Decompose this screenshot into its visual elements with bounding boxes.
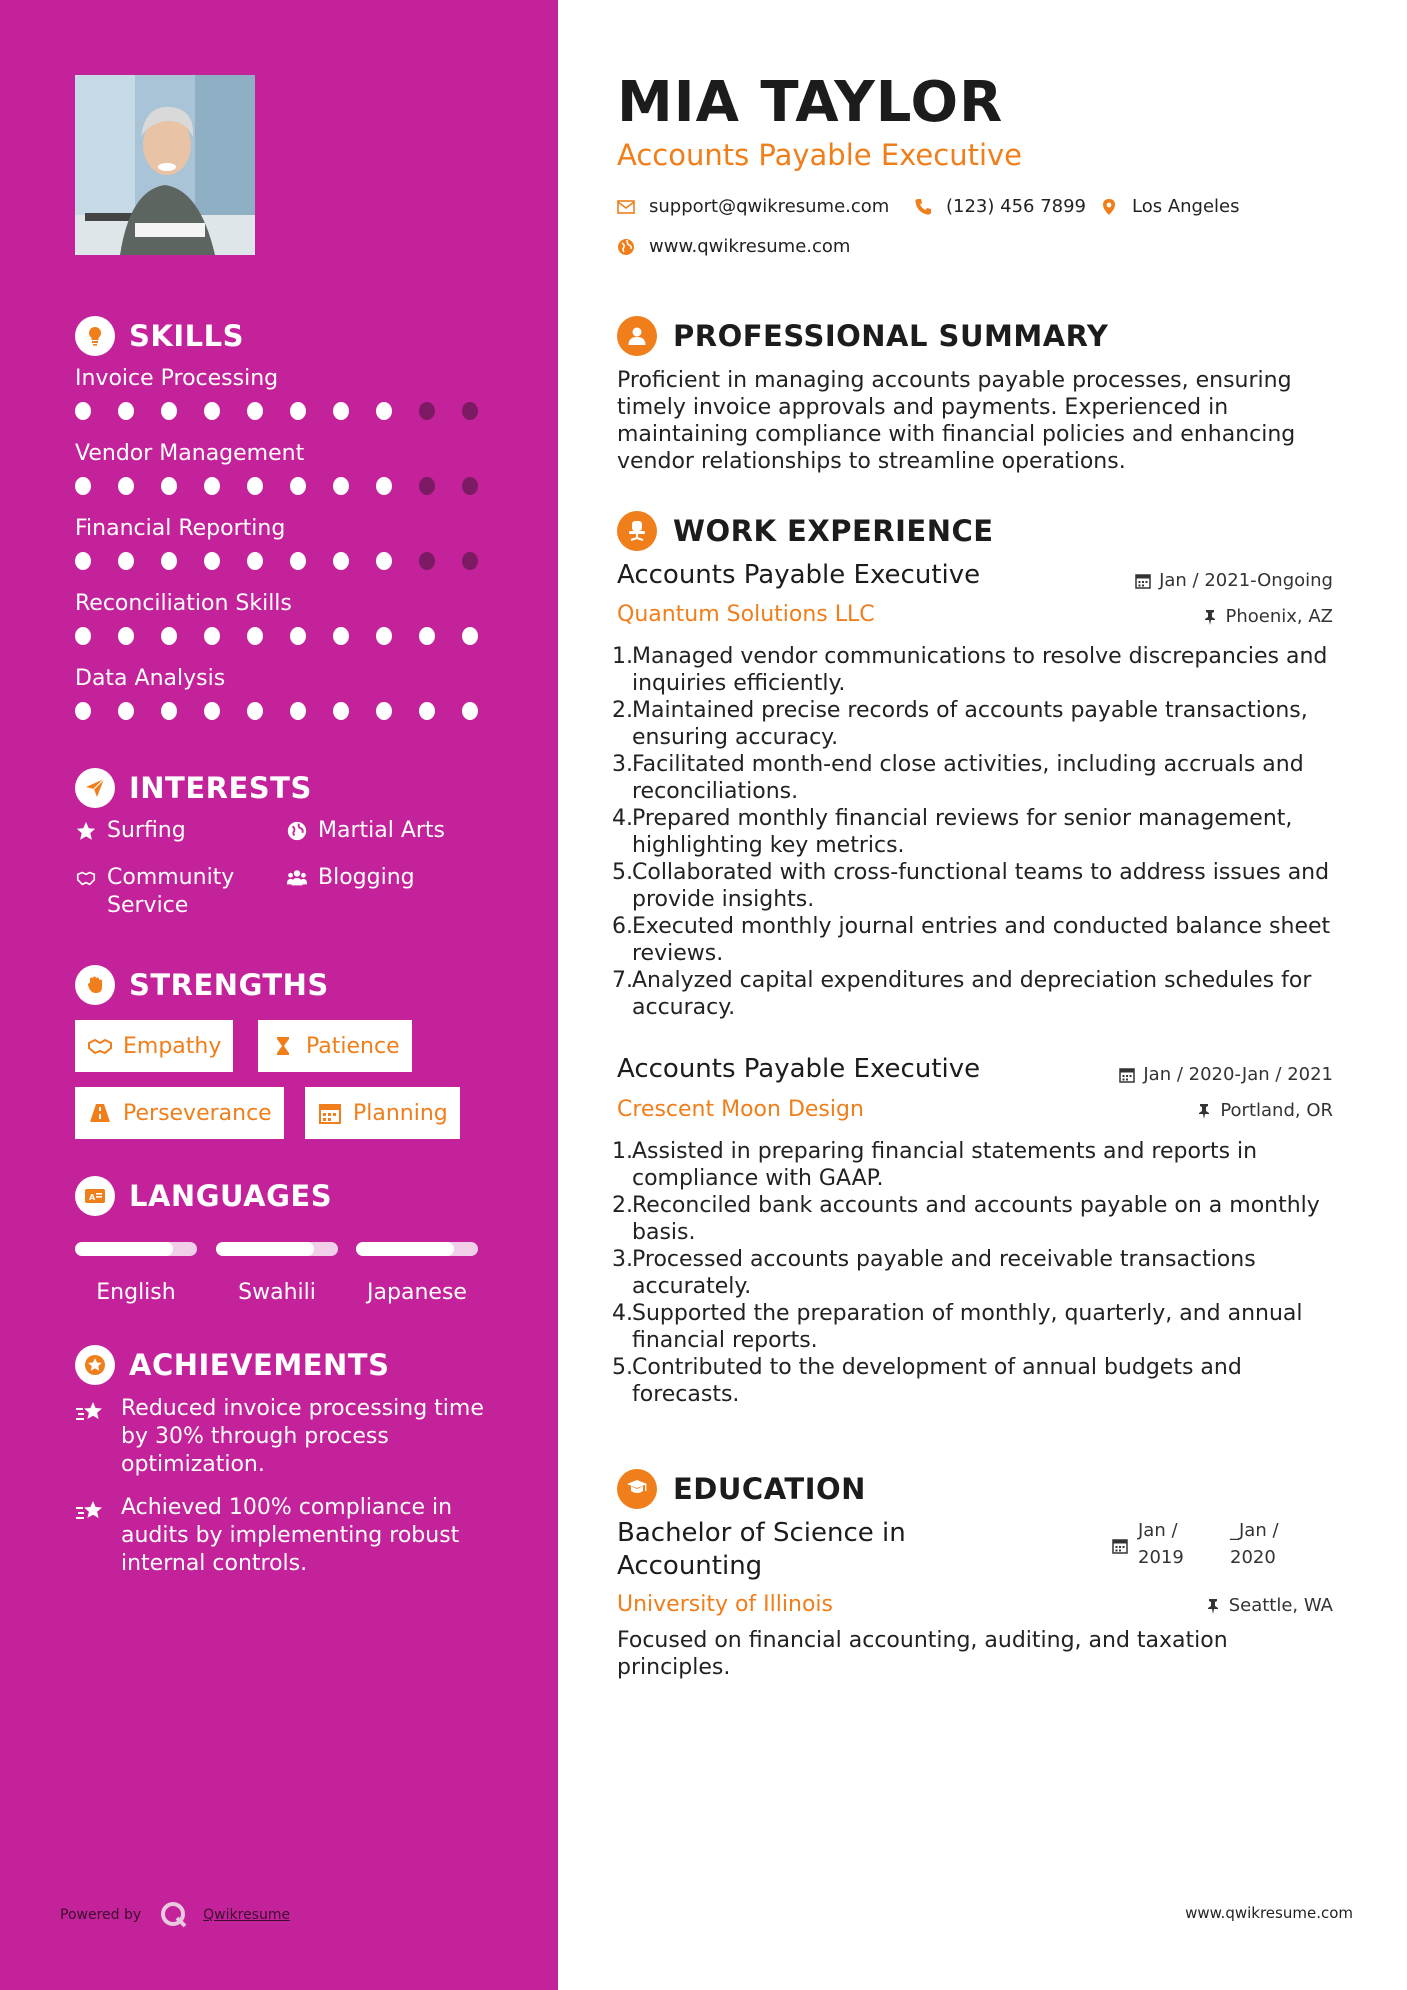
rating-dot-filled bbox=[376, 402, 392, 420]
rating-dot-filled bbox=[290, 477, 306, 495]
job-dates: Jan / 2020-Jan / 2021 bbox=[1119, 1064, 1333, 1085]
calendar-icon bbox=[1119, 1067, 1135, 1083]
shooting-star-icon bbox=[75, 1498, 107, 1524]
job-location: Phoenix, AZ bbox=[1202, 606, 1334, 627]
contact-location: Los Angeles bbox=[1100, 196, 1240, 217]
job-company: Quantum Solutions LLC bbox=[617, 602, 875, 627]
education-heading: EDUCATION bbox=[617, 1469, 866, 1509]
hourglass-icon bbox=[270, 1035, 296, 1057]
education-location: Seattle, WA bbox=[1205, 1595, 1333, 1616]
rating-dot-empty bbox=[462, 552, 478, 570]
list-item: 3. Processed accounts payable and receivable transactions accurately. bbox=[612, 1247, 1256, 1299]
rating-dot-filled bbox=[419, 627, 435, 645]
summary-heading: PROFESSIONAL SUMMARY bbox=[617, 316, 1108, 356]
education-degree: Bachelor of Science in Accounting bbox=[617, 1518, 906, 1581]
interest-item: Surfing bbox=[75, 817, 186, 845]
skill-item: Invoice Processing bbox=[75, 366, 505, 420]
skill-item: Vendor Management bbox=[75, 441, 505, 495]
rating-dot-filled bbox=[118, 627, 134, 645]
globe-icon bbox=[286, 820, 308, 842]
language-level-bar bbox=[356, 1242, 478, 1256]
rating-dot-filled bbox=[75, 702, 91, 720]
language-level-fill bbox=[356, 1242, 454, 1256]
education-end-date: _Jan / 2020 bbox=[1230, 1520, 1279, 1568]
job-role: Accounts Payable Executive bbox=[617, 1054, 981, 1084]
job-bullets bbox=[612, 643, 1342, 1021]
calendar-icon bbox=[317, 1102, 343, 1124]
powered-by: Powered by Qwikresume bbox=[60, 1900, 290, 1930]
rating-dot-filled bbox=[333, 477, 349, 495]
education-description: Focused on financial accounting, auditing, and taxation principles. bbox=[617, 1628, 1228, 1680]
qwikresume-logo-icon bbox=[159, 1900, 189, 1930]
skill-rating bbox=[75, 477, 505, 495]
skill-rating bbox=[75, 552, 505, 570]
list-item: 1. Assisted in preparing financial statements and reports in compliance with GAAP. bbox=[612, 1139, 1258, 1191]
language-item: Swahili bbox=[216, 1242, 338, 1305]
education-start-date: Jan / 2019 bbox=[1138, 1520, 1184, 1568]
education-calendar bbox=[1112, 1538, 1136, 1554]
rating-dot-empty bbox=[419, 402, 435, 420]
rating-dot-filled bbox=[247, 402, 263, 420]
calendar-icon bbox=[1135, 573, 1151, 589]
language-item: English bbox=[75, 1242, 197, 1305]
language-level-fill bbox=[216, 1242, 314, 1256]
rating-dot-filled bbox=[204, 627, 220, 645]
strength-badge: Perseverance bbox=[75, 1087, 284, 1139]
globe-icon bbox=[617, 238, 635, 256]
rating-dot-filled bbox=[290, 552, 306, 570]
job-bullets bbox=[612, 1138, 1342, 1408]
language-item: Japanese bbox=[356, 1242, 478, 1305]
rating-dot-filled bbox=[75, 627, 91, 645]
list-item: 5. Contributed to the development of annual budgets and forecasts. bbox=[612, 1355, 1242, 1407]
rating-dot-filled bbox=[290, 627, 306, 645]
profile-photo bbox=[75, 75, 255, 255]
envelope-icon bbox=[617, 198, 635, 216]
rating-dot-filled bbox=[247, 702, 263, 720]
strength-badge: Planning bbox=[305, 1087, 460, 1139]
list-item: 2. Reconciled bank accounts and accounts payable on a monthly basis. bbox=[612, 1193, 1320, 1245]
job-location: Portland, OR bbox=[1196, 1100, 1333, 1121]
rating-dot-filled bbox=[376, 477, 392, 495]
summary-text: Proficient in managing accounts payable processes, ensuring timely invoice approvals and payments. Experienced in maintaining compliance with financial policies and enhancing vendor relationships to streamline operations. bbox=[617, 368, 1296, 474]
user-icon bbox=[617, 316, 657, 356]
rating-dot-filled bbox=[75, 552, 91, 570]
rating-dot-empty bbox=[462, 477, 478, 495]
rating-dot-filled bbox=[75, 477, 91, 495]
shooting-star-icon bbox=[75, 1399, 107, 1425]
list-item: 1. Managed vendor communications to resolve discrepancies and inquiries efficiently. bbox=[612, 644, 1328, 696]
pushpin-icon bbox=[1202, 609, 1218, 625]
candidate-title: Accounts Payable Executive bbox=[617, 138, 1023, 172]
star-icon bbox=[75, 820, 97, 842]
office-chair-icon bbox=[617, 511, 657, 551]
rating-dot-filled bbox=[376, 702, 392, 720]
map-pin-icon bbox=[1100, 198, 1118, 216]
rating-dot-filled bbox=[204, 402, 220, 420]
rating-dot-filled bbox=[290, 402, 306, 420]
rating-dot-filled bbox=[118, 477, 134, 495]
language-level-bar bbox=[216, 1242, 338, 1256]
list-item: 7. Analyzed capital expenditures and depreciation schedules for accuracy. bbox=[612, 968, 1312, 1020]
list-item: 2. Maintained precise records of accounts payable transactions, ensuring accuracy. bbox=[612, 698, 1308, 750]
phone-icon bbox=[914, 198, 932, 216]
rating-dot-filled bbox=[247, 552, 263, 570]
skill-item: Data Analysis bbox=[75, 666, 505, 720]
rating-dot-empty bbox=[462, 402, 478, 420]
contact-website[interactable]: www.qwikresume.com bbox=[617, 236, 850, 257]
svg-text:A: A bbox=[89, 1193, 96, 1202]
rating-dot-empty bbox=[419, 477, 435, 495]
rating-dot-filled bbox=[333, 702, 349, 720]
interest-item: Community Service bbox=[75, 864, 255, 920]
handshake-icon bbox=[87, 1035, 113, 1057]
achievement-item: Achieved 100% compliance in audits by implementing robust internal controls. bbox=[75, 1494, 505, 1578]
rating-dot-filled bbox=[161, 702, 177, 720]
achievements-heading: ACHIEVEMENTS bbox=[75, 1345, 389, 1385]
education-school: University of Illinois bbox=[617, 1592, 833, 1617]
qwikresume-link[interactable]: Qwikresume bbox=[203, 1907, 291, 1923]
rating-dot-filled bbox=[247, 477, 263, 495]
rating-dot-filled bbox=[333, 552, 349, 570]
skill-item: Reconciliation Skills bbox=[75, 591, 505, 645]
rating-dot-filled bbox=[376, 627, 392, 645]
list-item: 4. Supported the preparation of monthly, quarterly, and annual financial reports. bbox=[612, 1301, 1303, 1353]
language-icon bbox=[75, 1176, 115, 1216]
rating-dot-filled bbox=[204, 552, 220, 570]
list-item: 5. Collaborated with cross-functional teams to address issues and provide insights. bbox=[612, 860, 1330, 912]
skill-rating bbox=[75, 402, 505, 420]
languages-heading: A LANGUAGES bbox=[75, 1176, 332, 1216]
rating-dot-filled bbox=[118, 552, 134, 570]
interest-item: Martial Arts bbox=[286, 817, 445, 845]
rating-dot-filled bbox=[462, 702, 478, 720]
rating-dot-empty bbox=[419, 552, 435, 570]
experience-heading: WORK EXPERIENCE bbox=[617, 511, 994, 551]
rating-dot-filled bbox=[376, 552, 392, 570]
handshake-icon bbox=[75, 867, 97, 889]
award-star-icon bbox=[75, 1345, 115, 1385]
rating-dot-filled bbox=[419, 702, 435, 720]
list-item: 3. Facilitated month-end close activities, including accruals and reconciliations. bbox=[612, 752, 1304, 804]
job-company: Crescent Moon Design bbox=[617, 1097, 864, 1122]
list-item: 6. Executed monthly journal entries and conducted balance sheet reviews. bbox=[612, 914, 1331, 966]
candidate-name: MIA TAYLOR bbox=[617, 70, 1004, 135]
rating-dot-filled bbox=[161, 402, 177, 420]
rating-dot-filled bbox=[290, 702, 306, 720]
interest-item: Blogging bbox=[286, 864, 415, 892]
lightbulb-icon bbox=[75, 316, 115, 356]
language-level-bar bbox=[75, 1242, 197, 1256]
pushpin-icon bbox=[1196, 1103, 1212, 1119]
skill-rating bbox=[75, 627, 505, 645]
rating-dot-filled bbox=[462, 627, 478, 645]
paper-plane-icon bbox=[75, 768, 115, 808]
skill-item: Financial Reporting bbox=[75, 516, 505, 570]
language-level-fill bbox=[75, 1242, 173, 1256]
rating-dot-filled bbox=[204, 702, 220, 720]
strength-badge: Patience bbox=[258, 1020, 412, 1072]
rating-dot-filled bbox=[247, 627, 263, 645]
job-dates: Jan / 2021-Ongoing bbox=[1135, 570, 1333, 591]
footer-website[interactable]: www.qwikresume.com bbox=[1185, 1904, 1353, 1922]
contact-email[interactable]: support@qwikresume.com bbox=[617, 196, 889, 217]
contact-phone[interactable]: (123) 456 7899 bbox=[914, 196, 1086, 217]
users-icon bbox=[286, 867, 308, 889]
pushpin-icon bbox=[1205, 1598, 1221, 1614]
rating-dot-filled bbox=[118, 402, 134, 420]
rating-dot-filled bbox=[161, 627, 177, 645]
rating-dot-filled bbox=[118, 702, 134, 720]
job-role: Accounts Payable Executive bbox=[617, 560, 981, 590]
strengths-heading: STRENGTHS bbox=[75, 965, 329, 1005]
interests-heading: INTERESTS bbox=[75, 768, 312, 808]
calendar-icon bbox=[1112, 1538, 1128, 1554]
skills-heading: SKILLS bbox=[75, 316, 244, 356]
rating-dot-filled bbox=[204, 477, 220, 495]
graduate-icon bbox=[617, 1469, 657, 1509]
rating-dot-filled bbox=[333, 627, 349, 645]
achievement-item: Reduced invoice processing time by 30% through process optimization. bbox=[75, 1395, 505, 1479]
main-content bbox=[558, 0, 1407, 1990]
rating-dot-filled bbox=[161, 552, 177, 570]
skill-rating bbox=[75, 702, 505, 720]
rating-dot-filled bbox=[333, 402, 349, 420]
fist-icon bbox=[75, 965, 115, 1005]
road-icon bbox=[87, 1102, 113, 1124]
strength-badge: Empathy bbox=[75, 1020, 233, 1072]
sidebar bbox=[0, 0, 558, 1990]
rating-dot-filled bbox=[161, 477, 177, 495]
rating-dot-filled bbox=[75, 402, 91, 420]
list-item: 4. Prepared monthly financial reviews for senior management, highlighting key metrics. bbox=[612, 806, 1293, 858]
